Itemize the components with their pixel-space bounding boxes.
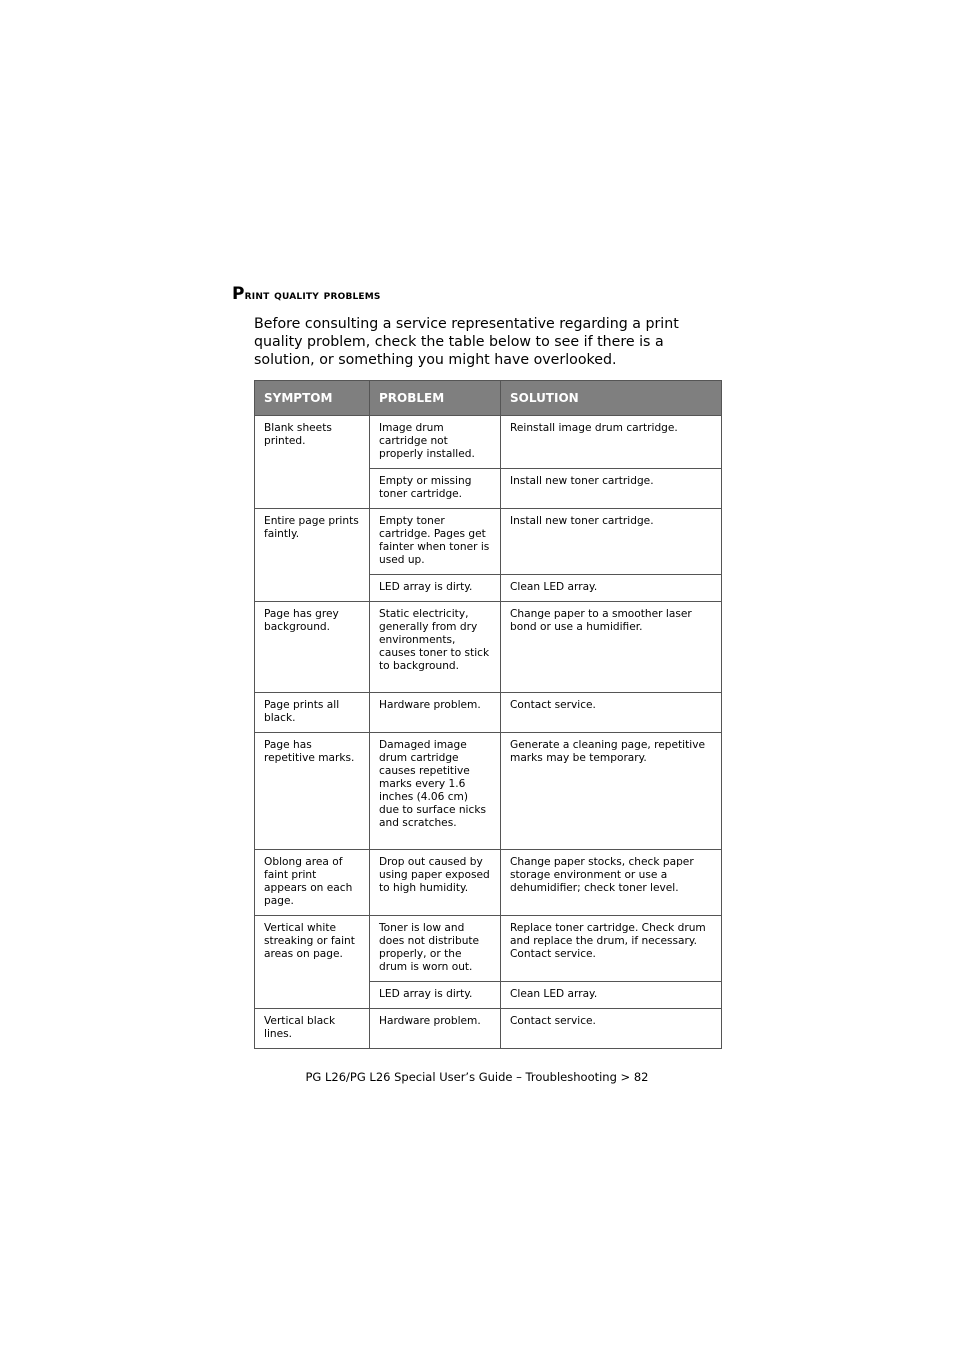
header-solution: SOLUTION <box>501 381 722 416</box>
symptom-cell: Entire page prints faintly. <box>255 509 370 602</box>
solution-cell: Replace toner cartridge. Check drum and replace the drum, if necessary. Contact service. <box>501 916 722 982</box>
problem-cell: LED array is dirty. <box>370 575 501 602</box>
solution-cell: Change paper stocks, check paper storage environment or use a dehumidifier; check toner level. <box>501 850 722 916</box>
table-row <box>255 1009 722 1049</box>
symptom-cell: Page has grey background. <box>255 602 370 693</box>
solution-cell: Install new toner cartridge. <box>501 509 722 575</box>
symptom-cell: Vertical black lines. <box>255 1009 370 1049</box>
solution-cell: Contact service. <box>501 1009 722 1049</box>
problem-cell: Hardware problem. <box>370 693 501 733</box>
intro-paragraph: Before consulting a service representative regarding a print quality problem, check the table below to see if there is a solution, or something you might have overlooked. <box>254 316 679 368</box>
table-row <box>255 916 722 982</box>
troubleshooting-table <box>254 380 722 1049</box>
table-row <box>255 602 722 693</box>
solution-cell: Clean LED array. <box>501 982 722 1009</box>
solution-cell: Clean LED array. <box>501 575 722 602</box>
symptom-cell: Vertical white streaking or faint areas on page. <box>255 916 370 1009</box>
problem-cell: Damaged image drum cartridge causes repetitive marks every 1.6 inches (4.06 cm) due to surface nicks and scratches. <box>370 733 501 850</box>
problem-cell: Static electricity, generally from dry environments, causes toner to stick to background. <box>370 602 501 693</box>
problem-cell: Empty toner cartridge. Pages get fainter when toner is used up. <box>370 509 501 575</box>
problem-cell: LED array is dirty. <box>370 982 501 1009</box>
solution-cell: Generate a cleaning page, repetitive marks may be temporary. <box>501 733 722 850</box>
symptom-cell: Page has repetitive marks. <box>255 733 370 850</box>
symptom-cell: Page prints all black. <box>255 693 370 733</box>
problem-cell: Image drum cartridge not properly installed. <box>370 416 501 469</box>
table-header-row <box>255 381 722 416</box>
table-row <box>255 733 722 850</box>
problem-cell: Drop out caused by using paper exposed to high humidity. <box>370 850 501 916</box>
problem-cell: Empty or missing toner cartridge. <box>370 469 501 509</box>
solution-cell: Change paper to a smoother laser bond or use a humidifier. <box>501 602 722 693</box>
table-row <box>255 850 722 916</box>
solution-cell: Install new toner cartridge. <box>501 469 722 509</box>
symptom-cell: Blank sheets printed. <box>255 416 370 509</box>
table-row <box>255 509 722 575</box>
header-problem: PROBLEM <box>370 381 501 416</box>
page-footer: PG L26/PG L26 Special User’s Guide – Troubleshooting > 82 <box>305 1070 649 1084</box>
problem-cell: Toner is low and does not distribute properly, or the drum is worn out. <box>370 916 501 982</box>
solution-cell: Contact service. <box>501 693 722 733</box>
header-symptom: SYMPTOM <box>255 381 370 416</box>
table-row <box>255 693 722 733</box>
symptom-cell: Oblong area of faint print appears on each page. <box>255 850 370 916</box>
problem-cell: Hardware problem. <box>370 1009 501 1049</box>
table-row <box>255 416 722 469</box>
section-heading: Print quality problems <box>232 284 381 304</box>
solution-cell: Reinstall image drum cartridge. <box>501 416 722 469</box>
